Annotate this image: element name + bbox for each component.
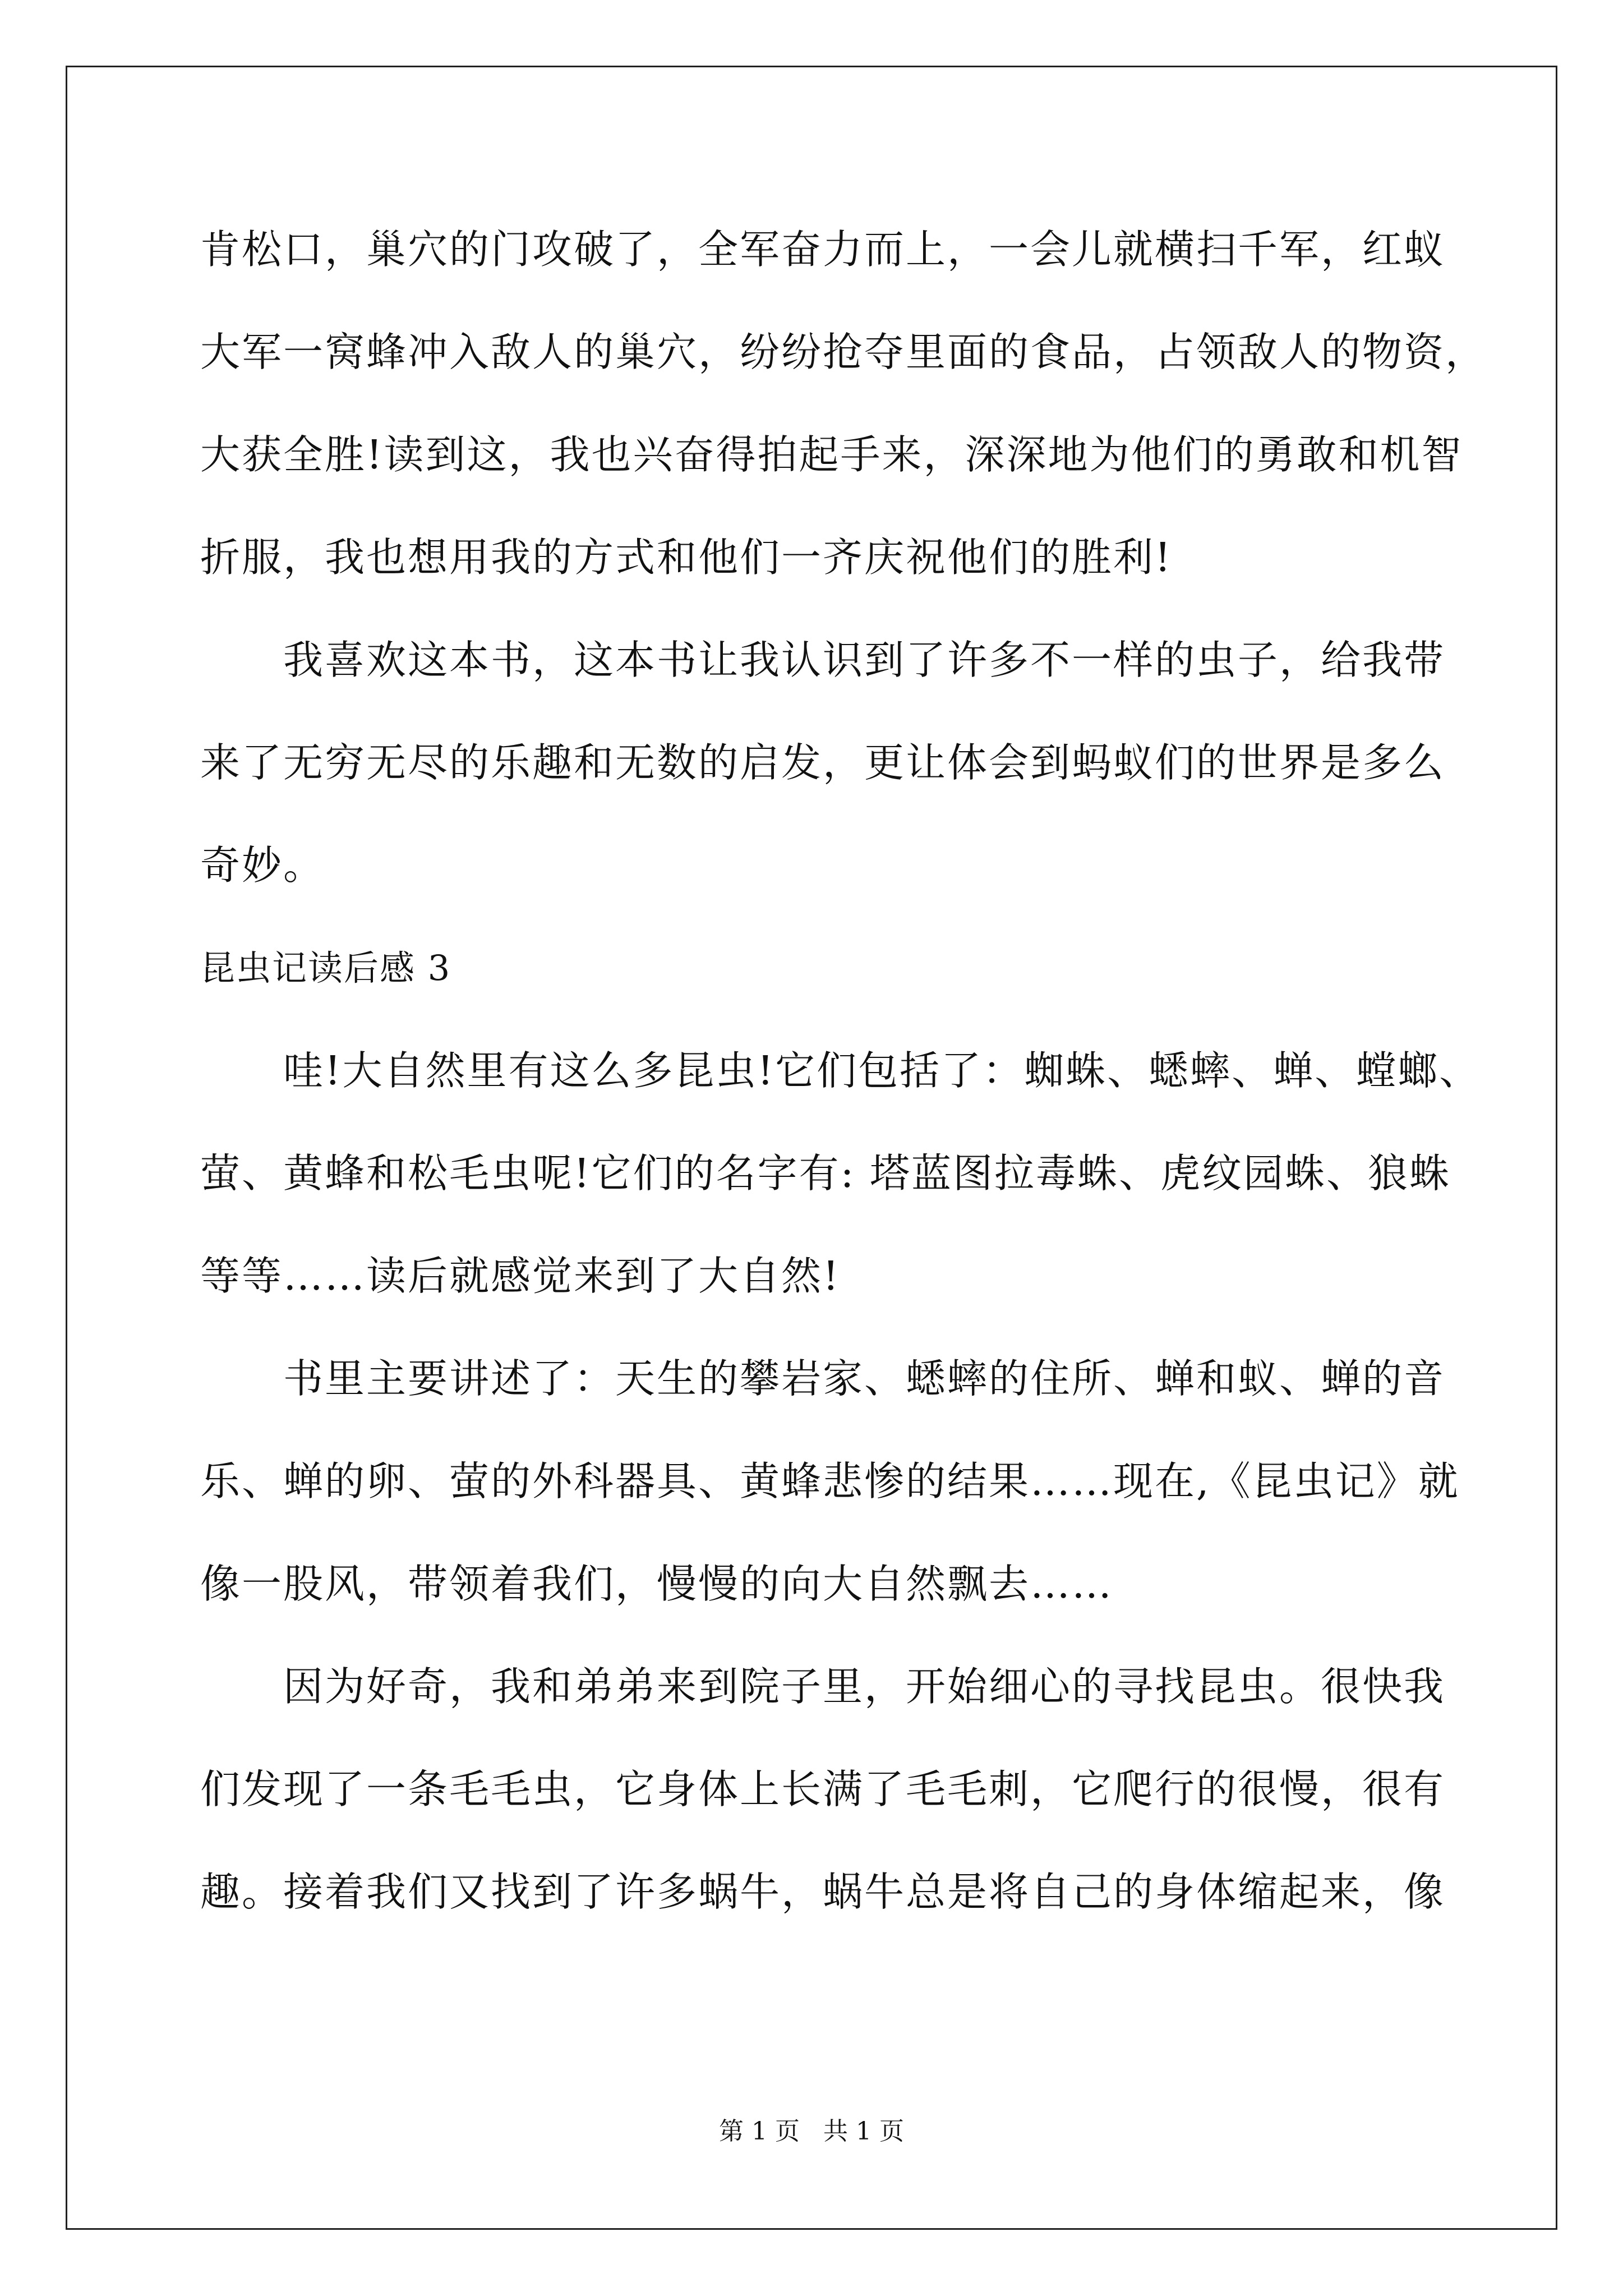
text-line: 书里主要讲述了：天生的攀岩家、蟋蟀的住所、蝉和蚁、蝉的音 xyxy=(283,1355,1446,1402)
page-number-footer: 第 1 页 共 1 页 xyxy=(719,2117,904,2146)
text-line: 因为好奇，我和弟弟来到院子里，开始细心的寻找昆虫。很快我 xyxy=(283,1663,1446,1710)
text-line: 像一股风，带领着我们，慢慢的向大自然飘去…… xyxy=(200,1561,1114,1607)
text-line: 折服，我也想用我的方式和他们一齐庆祝他们的胜利! xyxy=(200,534,1173,581)
text-line: 我喜欢这本书，这本书让我认识到了许多不一样的虫子，给我带 xyxy=(283,637,1446,683)
text-line: 大军一窝蜂冲入敌人的巢穴，纷纷抢夺里面的食品，占领敌人的物资， xyxy=(200,329,1487,375)
text-line: 哇!大自然里有这么多昆虫!它们包括了：蜘蛛、蟋蟀、蝉、螳螂、 xyxy=(283,1047,1481,1094)
text-line: 等等……读后就感觉来到了大自然! xyxy=(200,1253,841,1299)
text-line: 奇妙。 xyxy=(200,842,325,889)
text-line: 肯松口，巢穴的门攻破了，全军奋力而上，一会儿就横扫千军，红蚁 xyxy=(200,226,1446,273)
text-line: 萤、黄蜂和松毛虫呢!它们的名字有: 塔蓝图拉毒蛛、虎纹园蛛、狼蛛 xyxy=(200,1150,1451,1197)
text-line: 趣。接着我们又找到了许多蜗牛，蜗牛总是将自己的身体缩起来，像 xyxy=(200,1869,1446,1915)
section-heading: 昆虫记读后感 3 xyxy=(200,947,451,988)
text-line: 来了无穷无尽的乐趣和无数的启发，更让体会到蚂蚁们的世界是多么 xyxy=(200,739,1446,786)
text-line: 乐、蝉的卵、萤的外科器具、黄蜂悲惨的结果……现在,《昆虫记》就 xyxy=(200,1458,1460,1504)
text-line: 大获全胜!读到这，我也兴奋得拍起手来，深深地为他们的勇敢和机智 xyxy=(200,431,1463,478)
text-line: 们发现了一条毛毛虫，它身体上长满了毛毛刺，它爬行的很慢，很有 xyxy=(200,1766,1446,1812)
